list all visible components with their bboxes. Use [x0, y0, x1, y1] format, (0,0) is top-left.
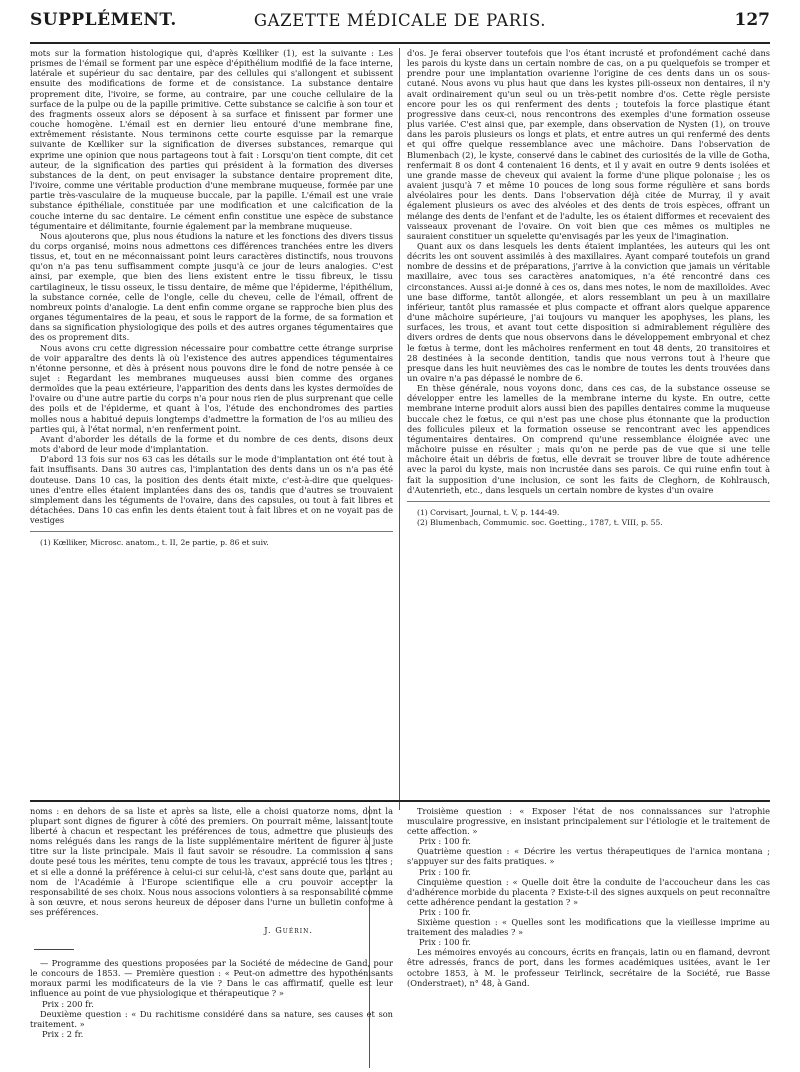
closing-paragraph: Les mémoires envoyés au concours, écrits en français, latin ou en flamand, devront être adressés, francs de port, dans les formes académiques usitées, avant le 1er octobre 1853, à M. le professeur Teirlinck, secrétaire de la Société, rue Basse (Onderstraet), n° 48, à Gand.: [407, 947, 770, 988]
paragraph: En thèse générale, nous voyons donc, dans ces cas, de la substance osseuse se développer entre les lamelles de la membrane interne du kyste. En outre, cette membrane interne produit alors aussi bien des papilles dentaires comme la muqueuse buccale chez le fœtus, ce qui n'est pas une chose plus étonnante que la production des follicules pileux et la formation osseuse se rencontrant avec les appendices tégumentaires dentaires. On comprend qu'une ressemblance éloignée avec une mâchoire puisse en résulter ; mais qu'on ne perde pas de vue que si une telle mâchoire était un débris de fœtus, elle devrait se trouver libre de toute adhérence avec la paroi du kyste, mais non incrustée dans ses parois. Ce qui ruine enfin tout à fait la supposition d'une inclusion, ce sont les faits de Cleghorn, de Kohlrausch, d'Autenrieth, etc., dans lesquels un certain nombre de kystes d'un ovaire: [407, 383, 770, 495]
signature: J. Guérin.: [264, 925, 313, 936]
lower-right-column: [407, 806, 770, 1039]
supplement-label: SUPPLÉMENT.: [30, 10, 177, 30]
footnotes-left: [30, 531, 393, 548]
paragraph: d'os. Je ferai observer toutefois que l'os étant incrusté et profondément caché dans les parois du kyste dans un certain nombre de cas, on a pu quelquefois se tromper et prendre pour une implantation ovarienne l'origine de ces dents dans un os sous-cutané. Nous avons vu plus haut que dans les kystes pili-osseux non dentaires, il n'y avait ordinairement qu'un seul ou un très-petit nombre d'os. Cette règle persiste encore pour les os qui renferment des dents ; toutefois la force plastique étant progressive dans ceux-ci, nous rencontrons des exemples d'une formation osseuse plus variée. C'est ainsi que, par exemple, dans observation de Nysten (1), on trouve dans les parois plusieurs os longs et plats, et entre autres un qui renfermé des dents et qui offre quelque ressemblance avec une mâchoire. Dans l'observation de Blumenbach (2), le kyste, conservé dans le cabinet des curiosités de la ville de Gotha, renfermait 8 os dont 4 contenaient 16 dents, et il y avait en outre 9 dents isolées et une grande masse de cheveux qui avaient la forme d'une plique polonaise ; les os avaient jusqu'à 7 et même 10 pouces de long sous forme régulière et sans bords alvéolaires pour les dents. Dans l'observation déjà citée de Murray, il y avait également plusieurs os avec des alvéoles et des dents de trois espèces, offrant un mélange des dents de l'enfant et de l'adulte, les os étaient difformes et recevaient des vaisseaux provenant de l'ovaire. On voit bien que ces mêmes os multiples ne sauraient constituer un squelette qu'envisagés par les yeux de l'imagination.: [407, 48, 770, 241]
paragraph: noms : en dehors de sa liste et après sa liste, elle a choisi quatorze noms, dont la plupart sont dignes de figurer à côté des premiers. On pourrait même, laissant toute liberté à chacun et respectant les préférences de tous, admettre que plusieurs des noms relégués dans les rangs de la liste supplémentaire méritent de figurer à juste titre sur la liste principale. Mais il faut savoir se résoudre. La commission a sans doute pesé tous les mérites, tenu compte de tous les travaux, apprécié tous les titres ; et si elle a donné la préférence à celui-ci sur celui-là, c'est sans doute que, parlant au nom de l'Académie à l'Europe scientifique elle a cru pouvoir accepter la responsabilité de ses choix. Nous nous associons volontiers à sa responsabilité comme à son œuvre, et nous serons heureux de déposer dans l'urne un bulletin conforme à ses préférences.: [30, 806, 393, 917]
programme-paragraph: — Programme des questions proposées par la Société de médecine de Gand, pour le concours de 1853. — Première question : « Peut-on admettre des hypothénisants moraux parmi les modificateurs de la vie ? Dans le cas affirmatif, quelle est leur influence au point de vue physiologique et thérapeutique ? »: [30, 958, 393, 999]
paragraph: D'abord 13 fois sur nos 63 cas les détails sur le mode d'implantation ont été tout à fait insuffisants. Dans 30 autres cas, l'implantation des dents dans un os n'a pas été douteuse. Dans 10 cas, la position des dents était mixte, c'est-à-dire que quelques-unes d'entre elles étaient implantées dans des os, tandis que d'autres se trouvaient simplement dans les téguments de l'ovaire, dans des capsules, ou tout à fait libres et détachées. Dans 10 cas enfin les dents étaient tout à fait libres et on ne voyait pas de vestiges: [30, 454, 393, 526]
publication-title: GAZETTE MÉDICALE DE PARIS.: [253, 11, 547, 30]
question: Deuxième question : « Du rachitisme considéré dans sa nature, ses causes et son traitement. »: [30, 1008, 393, 1029]
page-number: 127: [734, 10, 770, 30]
lower-left-column: [30, 806, 393, 1039]
paragraph: Nous ajouterons que, plus nous étudions la nature et les fonctions des divers tissus du corps organisé, moins nous admettons ces différences tranchées entre les divers tissus, et, tout en ne méconnaissant point leurs caractères distinctifs, nous trouvons qu'on n'a pas tenu suffisamment compte jusqu'à ce jour de leurs analogies. C'est ainsi, par exemple, que bien des liens existent entre le tissu fibreux, le tissu cartilagineux, le tissu osseux, le tissu dentaire, de même que l'épiderme, l'épithélium, la substance cornée, celle de l'ongle, celle du cheveu, celle de l'émail, offrent de nombreux points d'analogie. La dent enfin comme organe se rapproche bien plus des organes tégumentaires de la peau, et sous le rapport de la forme, de sa formation et dans sa signification physiologique des poils et des autres organes tégumentaires que des os proprement dits.: [30, 230, 393, 343]
footnote: (2) Blumenbach, Commumic. soc. Goetting., 1787, t. VIII, p. 55.: [417, 517, 663, 527]
prize-amount: Prix : 100 fr.: [419, 836, 471, 847]
question: Quatrième question : « Décrire les vertus thérapeutiques de l'arnica montana ; s'appuyer sur des faits pratiques. »: [407, 846, 770, 867]
footnote: (1) Corvisart, Journal, t. V, p. 144-49.: [417, 507, 560, 517]
paragraph: Quant aux os dans lesquels les dents étaient implantées, les auteurs qui les ont décrits les ont souvent assimilés à des maxillaires. Ayant comparé toutefois un grand nombre de dessins et de préparations, j'arrive à la conviction que jamais un véritable maxillaire, avec tous ses caractères anatomiques, n'a été rencontré dans ces circonstances. Aussi ai-je donné à ces os, dans mes notes, le nom de maxilloïdes. Avec une base difforme, tantôt allongée, et alors ressemblant un peu à un maxillaire inférieur, tantôt plus ramassée et plus compacte et offrant alors quelque apparence d'une mâchoire supérieure, j'ai toujours vu manquer les apophyses, les plans, les surfaces, les trous, et avant tout cette disposition si admirablement régulière des divers ordres de dents que nous observons dans le développement embryonal et chez le fœtus à terme, dont les mâchoires renferment en tout 48 dents, 20 transitoires et 28 destinées à la seconde dentition, tandis que nous verrons tout à l'heure que presque dans les huit neuvièmes des cas le nombre de toutes les dents trouvées dans un ovaire n'a pas dépassé le nombre de 6.: [407, 240, 770, 383]
lower-section: [30, 806, 770, 1039]
footnotes-right: [407, 501, 770, 528]
left-column: [30, 48, 393, 808]
prize-amount: Prix : 100 fr.: [419, 866, 471, 877]
section-divider: [30, 800, 770, 802]
paragraph: mots sur la formation histologique qui, d'après Kœlliker (1), est la suivante : Les prismes de l'émail se forment par une espèce d'épithélium modifié de la face interne, latérale et supérieur du sac dentaire, par des cellules qui s'allongent et subissent ensuite des modifications de forme et de consistance. La substance dentaire proprement dite, l'ivoire, se forme, au contraire, par une couche cellulaire de la surface de la pulpe ou de la papille primitive. Cette substance se calcifie à son tour et des fragments osseux alors se déposent à sa surface et finissent par former une couche homogène. L'émail est en dernier lieu entouré d'une membrane fine, extrêmement résistante. Nous terminons cette courte esquisse par la remarque suivante de Kœlliker sur la signification de diverses substances, remarque qui exprime une opinion que nous partageons tout à fait : Lorsqu'on tient compte, dit cet auteur, de la signification des parties qui président à la formation des diverses substances de la dent, on peut envisager la substance dentaire proprement dite, l'ivoire, comme une véritable production d'une membrane muqueuse, formée par une partie très-vasculaire de la muqueuse buccale, par la papille. L'émail est une vraie substance épithéliale, constituée par une modification et une calcification de la couche interne du sac dentaire. Le cément enfin constitue une espèce de substance tégumentaire et délimitante, fournie également par la membrane muqueuse.: [30, 48, 393, 231]
question: Troisième question : « Exposer l'état de nos connaissances sur l'atrophie musculaire progressive, en insistant principalement sur l'étiologie et le traitement de cette affection. »: [407, 806, 770, 837]
question: Sixième question : « Quelles sont les modifications que la vieillesse imprime au traitement des maladies ? »: [407, 917, 770, 938]
footnote: (1) Kœlliker, Microsc. anatom., t. II, 2e partie, p. 86 et suiv.: [40, 538, 269, 548]
prize-amount: Prix : 2 fr.: [42, 1028, 84, 1039]
prize-amount: Prix : 100 fr.: [419, 906, 471, 917]
column-rule: [399, 48, 400, 810]
paragraph: Avant d'aborder les détails de la forme et du nombre de ces dents, disons deux mots d'abord de leur mode d'implantation.: [30, 433, 393, 455]
page-header: [30, 10, 770, 44]
prize-amount: Prix : 200 fr.: [42, 998, 94, 1009]
right-column: [407, 48, 770, 808]
prize-amount: Prix : 100 fr.: [419, 937, 471, 948]
short-rule: [34, 949, 74, 950]
paragraph: Nous avons cru cette digression nécessaire pour combattre cette étrange surprise de voir apparaître des dents là où l'existence des autres appendices tégumentaires n'étonne personne, et dès à présent nous pouvons dire le fond de notre pensée à ce sujet : Regardant les membranes muqueuses aussi bien comme des organes dermoïdes que la peau extérieure, l'apparition des dents dans les kystes dermoïdes de l'ovaire ou d'une autre partie du corps n'a pour nous rien de plus surprenant que celle des poils et de l'épiderme, et quant à l'os, l'étude des enchondromes des parties molles nous a habitué depuis longtemps d'admettre la formation de l'os au milieu des parties qui, à l'état normal, n'en renferment point.: [30, 342, 393, 434]
question: Cinquième question : « Quelle doit être la conduite de l'accoucheur dans les cas d'adhérence morbide du placenta ? Existe-t-il des signes auxquels on peut reconnaître cette adhérence pendant la gestation ? »: [407, 876, 770, 907]
upper-article: [30, 48, 770, 808]
